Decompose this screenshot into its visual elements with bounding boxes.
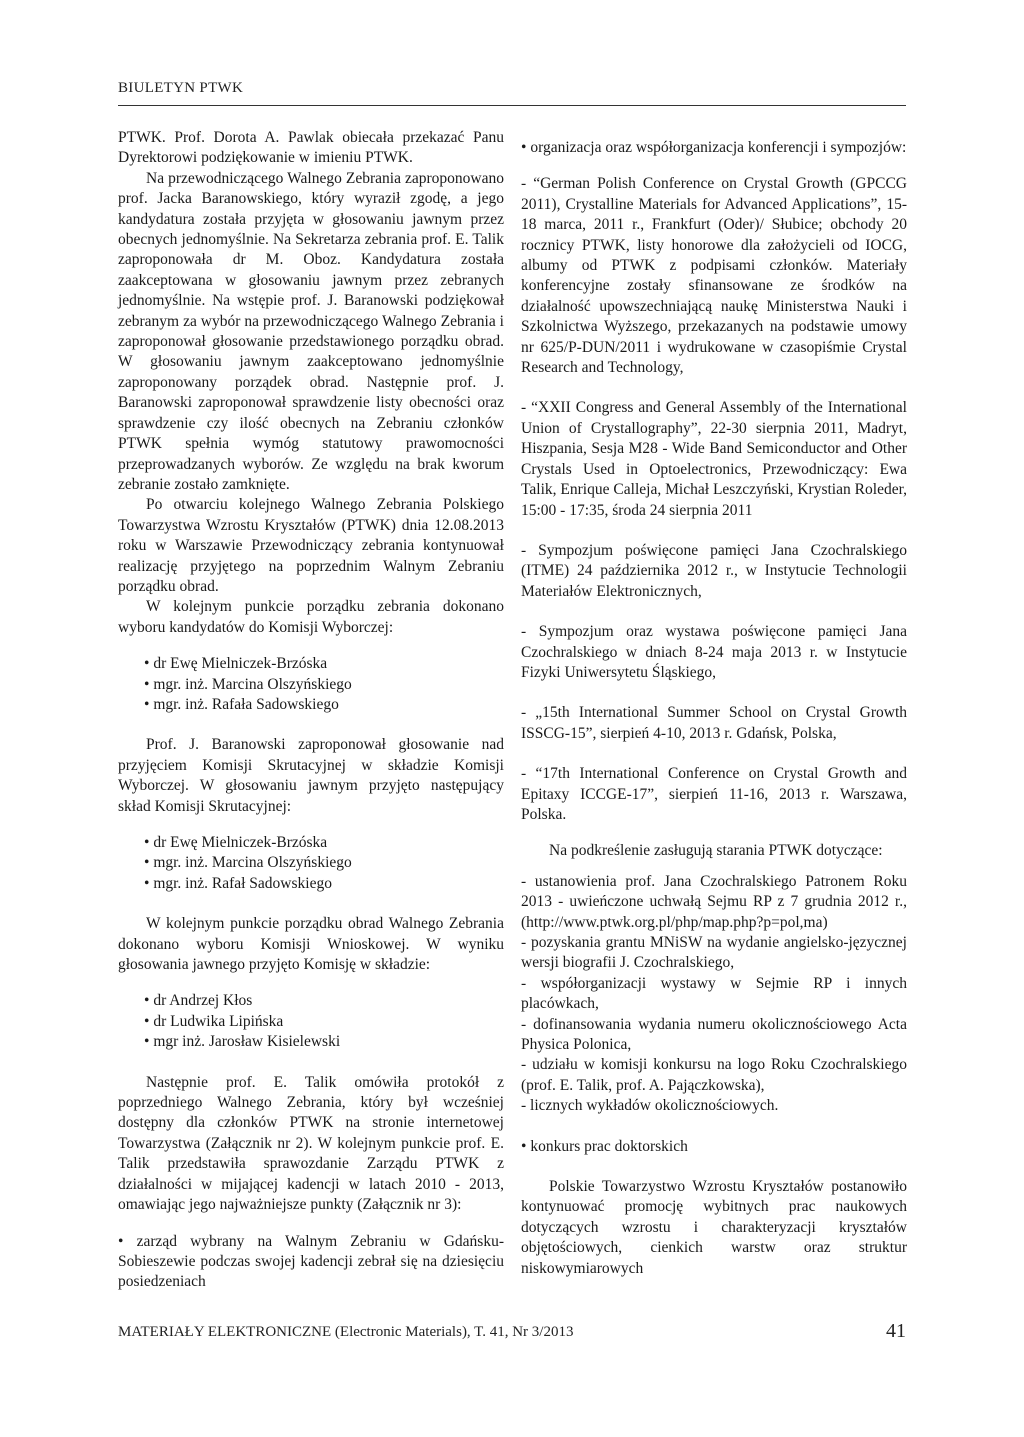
effort-item: - udziału w komisji konkursu na logo Roku Czochralskiego (prof. E. Talik, prof. A. Pajączkowska), (521, 1056, 907, 1094)
conference-item: - Sympozjum poświęcone pamięci Jana Czochralskiego (ITME) 24 października 2012 r., w Instytucie Technologii Materiałów Elektronicznych, (521, 541, 907, 600)
paragraph: Po otwarciu kolejnego Walnego Zebrania Polskiego Towarzystwa Wzrostu Kryształów (PTWK) dnia 12.08.2013 roku w Warszawie Przewodniczący zebrania kontynuował realizację przyjętego na poprzednim Walnym Zebraniu porządku obrad. (118, 496, 504, 595)
running-header: BIULETYN PTWK (118, 80, 244, 96)
conference-item: - “17th International Conference on Crystal Growth and Epitaxy ICCGE-17”, sierpień 11-16, 2013 r. Warszawa, Polska. (521, 765, 907, 823)
effort-item: - współorganizacji wystawy w Sejmie RP i innych placówkach, (521, 974, 907, 1013)
paragraph: W kolejnym punkcie porządku obrad Walnego Zebrania dokonano wyboru Komisji Wnioskowej. W wyniku głosowania jawnego przyjęto Komisję w składzie: (118, 915, 504, 974)
conference-item: - Sympozjum oraz wystawa poświęcone pamięci Jana Czochralskiego w dniach 8-24 maja 2013 r. w Instytucie Fizyki Uniwersytetu Śląskiego, (521, 623, 907, 681)
page-footer (118, 1322, 906, 1346)
bullet-paragraph: • zarząd wybrany na Walnym Zebraniu w Gdańsku-Sobieszewie podczas swojej kadencji zebrał się na dziesięciu posiedzeniach (118, 1232, 504, 1293)
effort-item: - ustanowienia prof. Jana Czochralskiego Patronem Roku 2013 - uwieńczone uchwałą Sejmu RP z 7 grudnia 2012 r., (http://www.ptwk.org.pl/php/map.php?p=pol,ma) (521, 872, 907, 931)
list-item: • dr Ewę Mielniczek-Brzóska (144, 654, 504, 674)
paragraph: Polskie Towarzystwo Wzrostu Kryształów postanowiło kontynuować promocję wybitnych prac naukowych dotyczących wzrostu i charakteryzacji kryształów objętościowych, cienkich warstw oraz struktur niskowymiarowych (521, 1178, 907, 1277)
bullet-paragraph: • konkurs prac doktorskich (521, 1137, 907, 1157)
conference-item: - “XXII Congress and General Assembly of the International Union of Crystallography”, 22-30 sierpnia 2011, Madryt, Hiszpania, Sesja M28 - Wide Band Semiconductor and Other Crystals Used in Optoelectronics, Przewodniczący: Ewa Talik, Enrique Calleja, Michał Leszczyński, Krystian Roleder, 15:00 - 17:35, środa 24 sierpnia 2011 (521, 399, 907, 519)
header-rule (118, 105, 906, 106)
journal-citation: MATERIAŁY ELEKTRONICZNE (Electronic Materials), T. 41, Nr 3/2013 (118, 1324, 574, 1340)
conference-item: - „15th International Summer School on Crystal Growth ISSCG-15”, sierpień 4-10, 2013 r. Gdańsk, Polska, (521, 704, 907, 742)
list-item: • mgr. inż. Marcina Olszyńskiego (144, 853, 504, 873)
effort-item: - licznych wykładów okolicznościowych. (521, 1097, 779, 1115)
paragraph: Na podkreślenie zasługują starania PTWK dotyczące: (549, 842, 883, 860)
list-item: • dr Ewę Mielniczek-Brzóska (144, 833, 504, 853)
list-item: • dr Ludwika Lipińska (144, 1012, 504, 1032)
motions-committee-list (118, 991, 504, 1052)
election-committee-list (118, 654, 504, 715)
paragraph: Następnie prof. E. Talik omówiła protokół z poprzedniego Walnego Zebrania, który był wcześniej dostępny dla członków PTWK na stronie internetowej Towarzystwa (Załącznik nr 2). W kolejnym punkcie prof. E. Talik przedstawiła sprawozdanie Zarządu PTWK z działalności w mijającej kadencji w latach 2010 - 2013, omawiając jego najważniejsze punkty (Załącznik nr 3): (118, 1073, 504, 1214)
conference-item: - “German Polish Conference on Crystal Growth (GPCCG 2011), Crystalline Materials for Advanced Applications”, 15-18 marca, 2011 r., Frankfurt (Oder)/ Słubice; obchody 20 rocznicy PTWK, listy honorowe dla założycieli od IOCG, albumy od PTWK z podpisami członków. Materiały konferencyjne zostały sfinansowane ze środków na działalność upowszechniającą naukę Ministerstwa Nauki i Szkolnictwa Wyższego, przekazanych na podstawie umowy nr 625/P-DUN/2011 i wydrukowane w czasopiśmie Crystal Research and Technology, (521, 175, 907, 377)
paragraph: PTWK. Prof. Dorota A. Pawlak obiecała przekazać Panu Dyrektorowi podziękowanie w imieniu PTWK. (118, 129, 504, 167)
scrutiny-committee-list (118, 833, 504, 894)
right-column (521, 138, 907, 1279)
list-item: • mgr. inż. Rafał Sadowskiego (144, 874, 504, 894)
list-item: • mgr inż. Jarosław Kisielewski (144, 1032, 504, 1052)
list-item: • dr Andrzej Kłos (144, 991, 504, 1011)
page-number: 41 (886, 1320, 906, 1342)
effort-item: - pozyskania grantu MNiSW na wydanie angielsko-języcznej wersji biografii J. Czochralskiego, (521, 934, 907, 972)
paragraph: W kolejnym punkcie porządku zebrania dokonano wyboru kandydatów do Komisji Wyborczej: (118, 598, 504, 636)
bullet-paragraph: • organizacja oraz współorganizacja konferencji i sympozjów: (521, 138, 907, 158)
list-item: • mgr. inż. Marcina Olszyńskiego (144, 675, 504, 695)
paragraph: Prof. J. Baranowski zaproponował głosowanie nad przyjęciem Komisji Skrutacyjnej w składzie Komisji Wyborczej. W głosowaniu jawnym przyjęto następujący skład Komisji Skrutacyjnej: (118, 736, 504, 815)
left-column (118, 128, 504, 1293)
list-item: • mgr. inż. Rafała Sadowskiego (144, 695, 504, 715)
paragraph: Na przewodniczącego Walnego Zebrania zaproponowano prof. Jacka Baranowskiego, który wyraził zgodę, a jego kandydatura została przyjęta w głosowaniu jawnym przez obecnych jednomyślnie. Na Sekretarza zebrania prof. E. Talik zaproponowała dr M. Oboz. Kandydatura została zaakceptowana w głosowaniu jawnym przez zebranych jednomyślnie. Na wstępie prof. J. Baranowski podziękował zebranym za wybór na przewodniczącego Walnego Zebrania i zaproponował głosowanie przedstawionego porządku obrad. W głosowaniu jawnym zaakceptowano jednomyślnie zaproponowany porządek obrad. Następnie prof. J. Baranowski zaproponował sprawdzenie listy obecności oraz sprawdzenie czy ilość obecnych na Zebraniu członków PTWK spełnia wymóg statutowy prawomocności przeprowadzanych wyborów. Ze względu na brak kworum zebranie zostało zamknięte. (118, 169, 504, 493)
effort-item: - dofinansowania wydania numeru okolicznościowego Acta Physica Polonica, (521, 1015, 907, 1054)
